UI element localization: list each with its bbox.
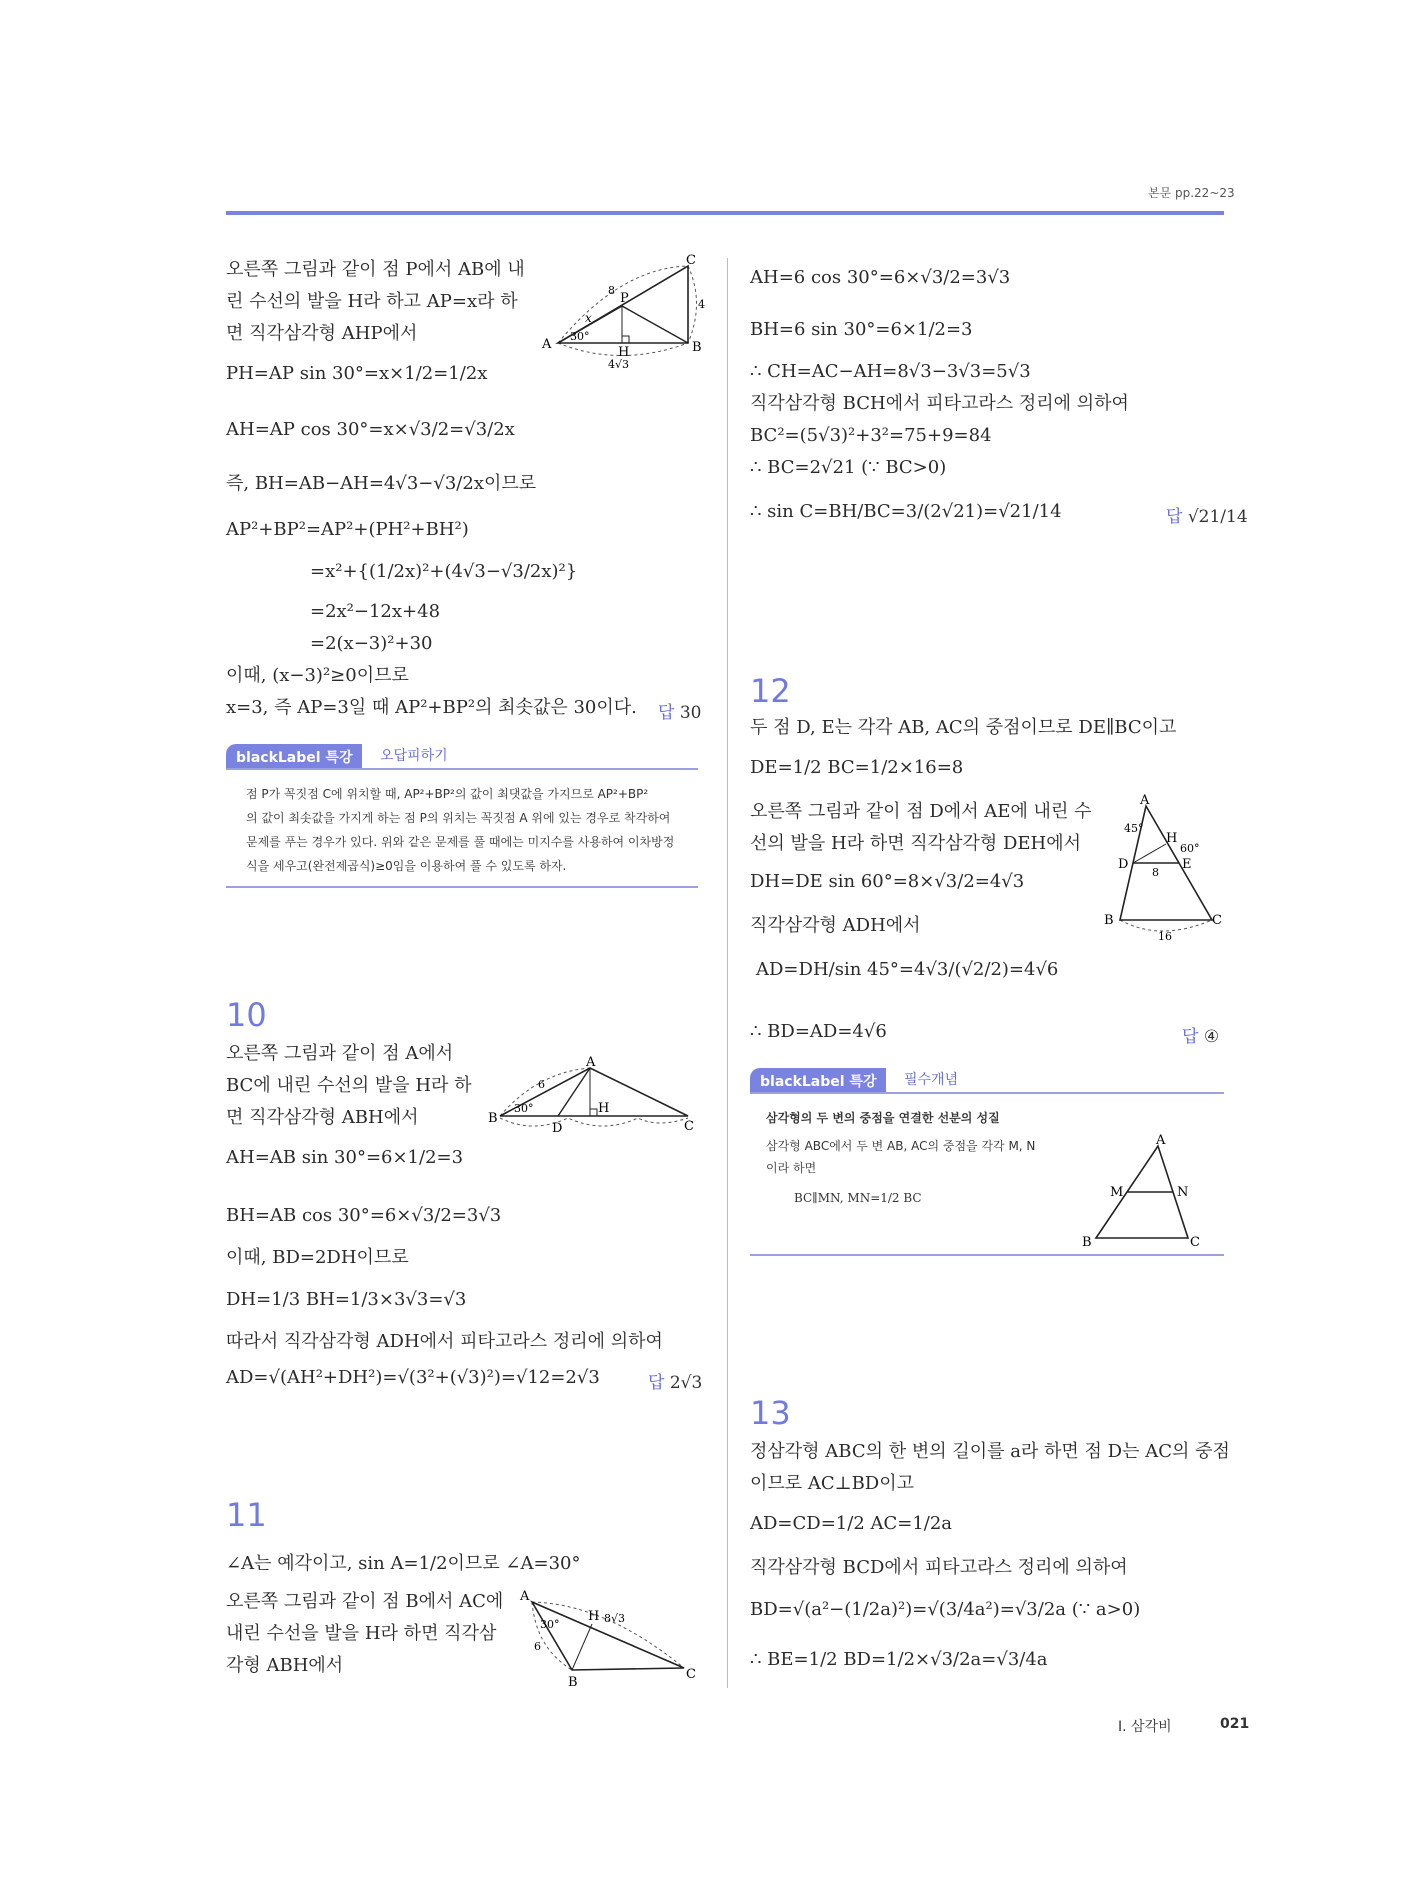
fig-label-d: D (1118, 857, 1129, 872)
p12-line: 선의 발을 H라 하면 직각삼각형 DEH에서 (750, 833, 1082, 854)
fig-label-angle: 30° (540, 1618, 560, 1631)
p10-line: 이때, BD=2DH이므로 (226, 1247, 409, 1268)
p9-line: AP²+BP²=AP²+(PH²+BH²) (226, 519, 469, 540)
midpoint-triangle-figure (1080, 1133, 1210, 1250)
blacklabel-subtitle: 필수개념 (904, 1072, 959, 1088)
p13-line: ∴ BE=1/2 BD=1/2×√3/2a=√3/4a (750, 1649, 1048, 1670)
fig-label-c: C (686, 253, 696, 268)
fig-label-c: C (686, 1667, 696, 1682)
p9-line: =2(x−3)²+30 (310, 633, 433, 654)
box-rule (750, 1092, 1224, 1094)
fig-label-n: N (1177, 1185, 1189, 1200)
p12-number: 12 (750, 672, 791, 710)
p9-line: =x²+{(1/2x)²+(4√3−√3/2x)²} (310, 561, 578, 582)
box-rule (226, 886, 698, 888)
p9-line: 면 직각삼각형 AHP에서 (226, 323, 418, 344)
p9cont-line: BC²=(5√3)²+3²=75+9=84 (750, 425, 992, 446)
fig-label-e: E (1182, 857, 1192, 872)
blacklabel-tab: blackLabel 특강 (226, 744, 362, 770)
p9-line: AH=AP cos 30°=x×√3/2=√3/2x (226, 419, 515, 440)
fig-label-b: B (1104, 913, 1114, 928)
p11-triangle-figure (516, 1588, 696, 1688)
fig-label-bc: 16 (1158, 930, 1172, 943)
fig-label-de: 8 (1152, 866, 1159, 879)
blacklabel-tab: blackLabel 특강 (750, 1068, 886, 1094)
note-title: 삼각형의 두 변의 중점을 연결한 선분의 성질 (766, 1111, 1000, 1125)
fig-label-h: H (618, 345, 630, 360)
fig-label-ab: 6 (534, 1640, 541, 1653)
fig-label-c: C (1190, 1235, 1200, 1250)
fig-label-a: A (586, 1055, 596, 1070)
p9cont-line: ∴ CH=AC−AH=8√3−3√3=5√3 (750, 361, 1031, 382)
p13-number: 13 (750, 1394, 791, 1432)
p9cont-line: BH=6 sin 30°=6×1/2=3 (750, 319, 973, 340)
blacklabel-subtitle: 오답피하기 (380, 748, 448, 764)
note-line: 식을 세우고(완전제곱식)≥0임을 이용하여 풀 수 있도록 하자. (246, 859, 567, 873)
p12-line: 오른쪽 그림과 같이 점 D에서 AE에 내린 수 (750, 801, 1092, 822)
fig-label-p: P (620, 291, 629, 306)
fig-label-h: H (598, 1101, 610, 1116)
p10-line: 면 직각삼각형 ABH에서 (226, 1107, 419, 1128)
fig-label-bc: 4 (698, 298, 705, 311)
fig-label-45: 45° (1124, 822, 1144, 835)
fig-label-d: D (552, 1121, 563, 1136)
footer-chapter: Ⅰ. 삼각비 (1118, 1719, 1172, 1735)
p10-line: 따라서 직각삼각형 ADH에서 피타고라스 정리에 의하여 (226, 1331, 663, 1352)
fig-label-a: A (1140, 793, 1150, 808)
p13-line: AD=CD=1/2 AC=1/2a (750, 1513, 953, 1534)
fig-label-a: A (520, 1589, 530, 1604)
fig-label-angle: 30° (570, 330, 590, 343)
p9cont-line: ∴ BC=2√21 (∵ BC>0) (750, 457, 947, 478)
p12-line: DE=1/2 BC=1/2×16=8 (750, 757, 964, 778)
note-formula: BC∥MN, MN=1/2 BC (794, 1191, 922, 1205)
p12-line: DH=DE sin 60°=8×√3/2=4√3 (750, 871, 1025, 892)
p11-line: 각형 ABH에서 (226, 1655, 344, 1676)
fig-label-angle: 30° (514, 1102, 534, 1115)
p9-line: 즉, BH=AB−AH=4√3−√3/2x이므로 (226, 473, 537, 494)
p9-line: PH=AP sin 30°=x×1/2=1/2x (226, 363, 488, 384)
fig-label-ab: 4√3 (608, 358, 630, 371)
p9cont-line: AH=6 cos 30°=6×√3/2=3√3 (750, 267, 1011, 288)
fig-label-m: M (1110, 1185, 1124, 1200)
fig-label-c: C (684, 1119, 694, 1134)
p11-number: 11 (226, 1496, 267, 1534)
p12-answer: 답 ④ (1182, 1027, 1220, 1047)
p11-line: 내린 수선을 발을 H라 하면 직각삼 (226, 1623, 497, 1644)
note-line: 삼각형 ABC에서 두 변 AB, AC의 중점을 각각 M, N (766, 1139, 1036, 1153)
fig-label-b: B (692, 340, 702, 355)
p13-line: BD=√(a²−(1/2a)²)=√(3/4a²)=√3/2a (∵ a>0) (750, 1599, 1141, 1620)
p13-line: 정삼각형 ABC의 한 변의 길이를 a라 하면 점 D는 AC의 중점 (750, 1441, 1230, 1462)
p10-answer: 답 2√3 (648, 1373, 703, 1393)
p13-line: 이므로 AC⊥BD이고 (750, 1473, 915, 1494)
p9-line: 이때, (x−3)²≥0이므로 (226, 665, 409, 686)
p10-number: 10 (226, 996, 267, 1034)
p12-line: 두 점 D, E는 각각 AB, AC의 중점이므로 DE∥BC이고 (750, 717, 1177, 738)
fig-label-60: 60° (1180, 842, 1200, 855)
p9-line: x=3, 즉 AP=3일 때 AP²+BP²의 최솟값은 30이다. (226, 697, 637, 718)
p9-answer: 답 30 (658, 703, 702, 723)
box-rule (750, 1254, 1224, 1256)
fig-label-a: A (542, 337, 552, 352)
p12-line: ∴ BD=AD=4√6 (750, 1021, 887, 1042)
p9-line: 오른쪽 그림과 같이 점 P에서 AB에 내 (226, 259, 525, 280)
fig-label-h: H (588, 1609, 600, 1624)
fig-label-ab: 6 (538, 1078, 545, 1091)
p9cont-answer: 답 √21/14 (1166, 507, 1248, 527)
column-divider (727, 258, 728, 1688)
p10-line: BH=AB cos 30°=6×√3/2=3√3 (226, 1205, 502, 1226)
p9-line: 린 수선의 발을 H라 하고 AP=x라 하 (226, 291, 518, 312)
page-reference: 본문 pp.22~23 (1148, 186, 1235, 200)
p12-line: 직각삼각형 ADH에서 (750, 915, 921, 936)
fig-label-ac: 8√3 (604, 1612, 626, 1625)
p10-line: AH=AB sin 30°=6×1/2=3 (226, 1147, 464, 1168)
p12-line: AD=DH/sin 45°=4√3/(√2/2)=4√6 (756, 959, 1059, 980)
note-line: 점 P가 꼭짓점 C에 위치할 때, AP²+BP²의 값이 최댓값을 가지므로 AP²+BP² (246, 787, 649, 801)
p11-line: ∠A는 예각이고, sin A=1/2이므로 ∠A=30° (226, 1553, 581, 1574)
p9-triangle-figure (540, 253, 710, 371)
fig-label-b: B (488, 1111, 498, 1126)
footer-page-number: 021 (1220, 1716, 1250, 1732)
p10-triangle-figure (488, 1055, 698, 1138)
p10-line: DH=1/3 BH=1/3×3√3=√3 (226, 1289, 467, 1310)
p11-line: 오른쪽 그림과 같이 점 B에서 AC에 (226, 1591, 504, 1612)
fig-label-c: C (1212, 913, 1222, 928)
fig-label-x: x (585, 311, 592, 325)
p9cont-line: 직각삼각형 BCH에서 피타고라스 정리에 의하여 (750, 393, 1129, 414)
p9cont-line: ∴ sin C=BH/BC=3/(2√21)=√21/14 (750, 501, 1062, 522)
note-line: 의 값이 최솟값을 가지게 하는 점 P의 위치는 꼭짓점 A 위에 있는 경우로 착각하여 (246, 811, 671, 825)
p10-line: 오른쪽 그림과 같이 점 A에서 (226, 1043, 454, 1064)
header-rule (226, 211, 1224, 215)
fig-label-b: B (568, 1675, 578, 1690)
p12-triangle-figure (1100, 793, 1224, 944)
p10-line: BC에 내린 수선의 발을 H라 하 (226, 1075, 472, 1096)
fig-label-a: A (1156, 1133, 1166, 1148)
p9-line: =2x²−12x+48 (310, 601, 441, 622)
fig-label-ac: 8 (608, 284, 615, 297)
fig-label-b: B (1082, 1235, 1092, 1250)
p13-line: 직각삼각형 BCD에서 피타고라스 정리에 의하여 (750, 1557, 1128, 1578)
note-line: 문제를 푸는 경우가 있다. 위와 같은 문제를 풀 때에는 미지수를 사용하여 이차방정 (246, 835, 675, 849)
box-rule (226, 768, 698, 770)
fig-label-h: H (1166, 831, 1178, 846)
note-line: 이라 하면 (766, 1161, 817, 1175)
p10-line: AD=√(AH²+DH²)=√(3²+(√3)²)=√12=2√3 (226, 1367, 600, 1388)
